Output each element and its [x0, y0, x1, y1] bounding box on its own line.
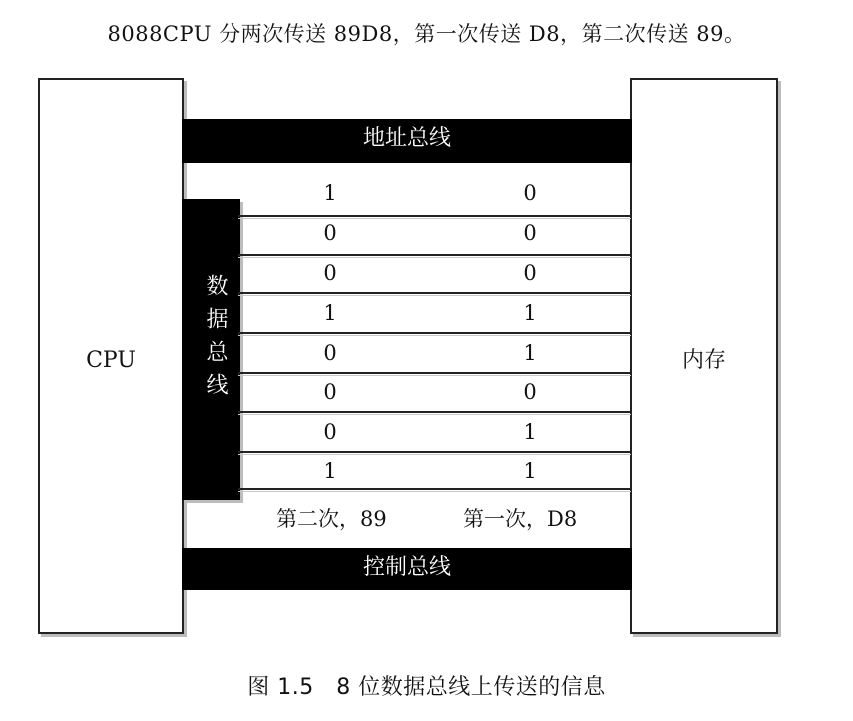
- data-line-divider: [238, 451, 631, 453]
- data-line-divider: [238, 254, 631, 256]
- cpu-label: CPU: [86, 348, 136, 373]
- bit-first-transfer: 0: [523, 261, 537, 285]
- bit-first-transfer: 1: [523, 341, 537, 365]
- bit-second-transfer: 1: [323, 181, 337, 205]
- memory-label: 内存: [681, 348, 726, 373]
- bit-second-transfer: 1: [323, 301, 337, 325]
- data-line-divider: [238, 292, 631, 294]
- control-bus: 控制总线: [182, 548, 632, 590]
- bit-second-transfer: 1: [323, 459, 337, 483]
- memory-box: [630, 78, 778, 634]
- bit-first-transfer: 0: [523, 380, 537, 404]
- bit-first-transfer: 0: [523, 181, 537, 205]
- bit-second-transfer: 0: [323, 420, 337, 444]
- data-line-divider: [238, 332, 631, 334]
- bit-first-transfer: 1: [523, 420, 537, 444]
- bit-second-transfer: 0: [323, 341, 337, 365]
- cpu-box: [38, 78, 184, 634]
- data-line-divider: [238, 215, 631, 217]
- data-bus-label: 数据总线: [203, 274, 228, 406]
- address-bus: 地址总线: [182, 119, 632, 163]
- data-line-divider: [238, 488, 631, 490]
- bit-second-transfer: 0: [323, 221, 337, 245]
- second-transfer-label: 第二次，89: [276, 507, 387, 531]
- data-line-divider: [238, 372, 631, 374]
- bit-second-transfer: 0: [323, 380, 337, 404]
- bit-first-transfer: 1: [523, 301, 537, 325]
- bit-first-transfer: 1: [523, 459, 537, 483]
- top-caption: 8088CPU 分两次传送 89D8，第一次传送 D8，第二次传送 89。: [107, 22, 746, 46]
- data-line-divider: [238, 411, 631, 413]
- bit-first-transfer: 0: [523, 221, 537, 245]
- figure-caption: 图 1.5 8 位数据总线上传送的信息: [247, 675, 606, 700]
- first-transfer-label: 第一次，D8: [463, 507, 578, 531]
- bit-second-transfer: 0: [323, 261, 337, 285]
